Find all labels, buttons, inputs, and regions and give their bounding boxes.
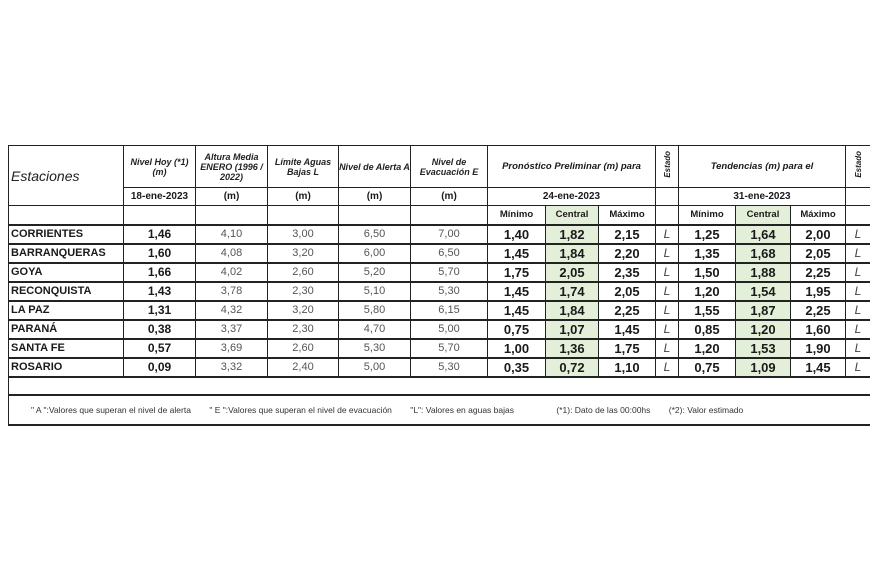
date-tendencias: 31-ene-2023 (679, 188, 846, 206)
limite-bajas: 3,20 (268, 244, 339, 263)
tendencia-maximo: 2,25 (791, 301, 846, 320)
tendencia-minimo: 1,55 (679, 301, 736, 320)
pronostico-central: 1,74 (546, 282, 599, 301)
empty-cell (846, 188, 870, 206)
subheader-p-minimo: Mínimo (488, 206, 546, 225)
subheader-p-central: Central (546, 206, 599, 225)
limite-bajas: 2,30 (268, 320, 339, 339)
header-tendencias: Tendencias (m) para el (679, 146, 846, 188)
tendencia-estado: L (846, 263, 870, 282)
note-dato-hora: (*1): Dato de las 00:00hs (556, 404, 651, 415)
note-aguas-bajas: "L": Valores en aguas bajas (410, 404, 514, 415)
pronostico-central: 1,84 (546, 301, 599, 320)
limite-bajas: 3,20 (268, 301, 339, 320)
pronostico-minimo: 1,00 (488, 339, 546, 358)
limite-bajas: 2,30 (268, 282, 339, 301)
tendencia-central: 1,09 (736, 358, 791, 377)
table-row (9, 358, 870, 377)
pronostico-estado: L (656, 225, 679, 244)
altura-media: 3,37 (196, 320, 268, 339)
station-name: CORRIENTES (9, 225, 124, 244)
tendencia-minimo: 1,35 (679, 244, 736, 263)
pronostico-minimo: 1,40 (488, 225, 546, 244)
subheader-t-central: Central (736, 206, 791, 225)
tendencia-minimo: 0,75 (679, 358, 736, 377)
altura-media: 4,32 (196, 301, 268, 320)
nivel-alerta: 5,10 (339, 282, 411, 301)
tendencia-central: 1,68 (736, 244, 791, 263)
nivel-hoy: 1,66 (124, 263, 196, 282)
pronostico-maximo: 1,45 (599, 320, 656, 339)
nivel-hoy: 1,46 (124, 225, 196, 244)
nivel-evacuacion: 5,00 (411, 320, 488, 339)
empty-cell (656, 188, 679, 206)
tendencia-maximo: 2,05 (791, 244, 846, 263)
unit-nivel-evacuacion: (m) (411, 188, 488, 206)
tendencia-maximo: 2,00 (791, 225, 846, 244)
limite-bajas: 2,60 (268, 339, 339, 358)
tendencia-estado: L (846, 244, 870, 263)
station-name: BARRANQUERAS (9, 244, 124, 263)
pronostico-maximo: 1,75 (599, 339, 656, 358)
pronostico-maximo: 1,10 (599, 358, 656, 377)
note-alerta: " A ":Valores que superan el nivel de alerta (31, 404, 191, 415)
pronostico-minimo: 1,45 (488, 282, 546, 301)
river-levels-table (8, 145, 870, 426)
pronostico-maximo: 2,20 (599, 244, 656, 263)
pronostico-maximo: 2,05 (599, 282, 656, 301)
note-valor-estimado: (*2): Valor estimado (668, 404, 744, 415)
station-name: SANTA FE (9, 339, 124, 358)
limite-bajas: 2,60 (268, 263, 339, 282)
nivel-alerta: 6,00 (339, 244, 411, 263)
tendencia-estado: L (846, 282, 870, 301)
river-levels-sheet (8, 145, 870, 426)
station-name: GOYA (9, 263, 124, 282)
tendencia-maximo: 1,95 (791, 282, 846, 301)
nivel-hoy: 0,09 (124, 358, 196, 377)
station-name: ROSARIO (9, 358, 124, 377)
header-nivel-evacuacion: Nivel de Evacuación E (411, 146, 488, 188)
subheader-p-maximo: Máximo (599, 206, 656, 225)
tendencia-estado: L (846, 320, 870, 339)
table-row (9, 263, 870, 282)
header-estado-tendencias: Estado (846, 146, 870, 188)
pronostico-estado: L (656, 263, 679, 282)
pronostico-minimo: 1,45 (488, 244, 546, 263)
empty-cell (9, 206, 124, 225)
unit-nivel-alerta: (m) (339, 188, 411, 206)
tendencia-maximo: 1,90 (791, 339, 846, 358)
nivel-alerta: 4,70 (339, 320, 411, 339)
pronostico-central: 2,05 (546, 263, 599, 282)
tendencia-central: 1,53 (736, 339, 791, 358)
nivel-alerta: 5,00 (339, 358, 411, 377)
station-name: PARANÁ (9, 320, 124, 339)
header-limite-bajas: Límite Aguas Bajas L (268, 146, 339, 188)
tendencia-maximo: 2,25 (791, 263, 846, 282)
pronostico-estado: L (656, 244, 679, 263)
empty-cell (339, 206, 411, 225)
legend (31, 405, 870, 415)
table-row (9, 282, 870, 301)
date-nivel-hoy: 18-ene-2023 (124, 188, 196, 206)
nivel-evacuacion: 5,30 (411, 282, 488, 301)
nivel-evacuacion: 5,30 (411, 358, 488, 377)
limite-bajas: 3,00 (268, 225, 339, 244)
altura-media: 4,10 (196, 225, 268, 244)
pronostico-maximo: 2,35 (599, 263, 656, 282)
tendencia-estado: L (846, 339, 870, 358)
pronostico-estado: L (656, 320, 679, 339)
nivel-evacuacion: 5,70 (411, 263, 488, 282)
header-nivel-alerta: Nivel de Alerta A (339, 146, 411, 188)
nivel-evacuacion: 6,50 (411, 244, 488, 263)
header-estado-pronostico: Estado (656, 146, 679, 188)
tendencia-minimo: 1,25 (679, 225, 736, 244)
nivel-hoy: 0,38 (124, 320, 196, 339)
pronostico-central: 1,07 (546, 320, 599, 339)
tendencia-central: 1,20 (736, 320, 791, 339)
pronostico-central: 1,36 (546, 339, 599, 358)
tendencia-central: 1,87 (736, 301, 791, 320)
nivel-evacuacion: 5,70 (411, 339, 488, 358)
empty-cell (268, 206, 339, 225)
tendencia-maximo: 1,45 (791, 358, 846, 377)
empty-cell (124, 206, 196, 225)
nivel-alerta: 5,20 (339, 263, 411, 282)
altura-media: 3,69 (196, 339, 268, 358)
nivel-hoy: 0,57 (124, 339, 196, 358)
tendencia-estado: L (846, 301, 870, 320)
pronostico-minimo: 1,45 (488, 301, 546, 320)
pronostico-central: 0,72 (546, 358, 599, 377)
header-pronostico: Pronóstico Preliminar (m) para (488, 146, 656, 188)
unit-altura-media: (m) (196, 188, 268, 206)
empty-cell (846, 206, 870, 225)
subheader-t-maximo: Máximo (791, 206, 846, 225)
tendencia-minimo: 1,50 (679, 263, 736, 282)
header-altura-media: Altura Media ENERO (1996 / 2022) (196, 146, 268, 188)
pronostico-estado: L (656, 301, 679, 320)
table-row (9, 301, 870, 320)
table-row (9, 339, 870, 358)
pronostico-maximo: 2,25 (599, 301, 656, 320)
nivel-alerta: 5,80 (339, 301, 411, 320)
altura-media: 3,32 (196, 358, 268, 377)
altura-media: 4,08 (196, 244, 268, 263)
tendencia-central: 1,54 (736, 282, 791, 301)
nivel-hoy: 1,60 (124, 244, 196, 263)
tendencia-central: 1,88 (736, 263, 791, 282)
tendencia-minimo: 1,20 (679, 339, 736, 358)
pronostico-estado: L (656, 282, 679, 301)
note-evacuacion: " E ":Valores que superan el nivel de evacuación (209, 404, 392, 415)
pronostico-estado: L (656, 358, 679, 377)
nivel-alerta: 6,50 (339, 225, 411, 244)
altura-media: 3,78 (196, 282, 268, 301)
header-estaciones: Estaciones (9, 146, 124, 206)
tendencia-minimo: 1,20 (679, 282, 736, 301)
pronostico-estado: L (656, 339, 679, 358)
unit-limite-bajas: (m) (268, 188, 339, 206)
limite-bajas: 2,40 (268, 358, 339, 377)
nivel-evacuacion: 7,00 (411, 225, 488, 244)
table-row (9, 225, 870, 244)
footer-notes (9, 395, 870, 425)
pronostico-maximo: 2,15 (599, 225, 656, 244)
nivel-hoy: 1,43 (124, 282, 196, 301)
nivel-evacuacion: 6,15 (411, 301, 488, 320)
nivel-alerta: 5,30 (339, 339, 411, 358)
table-row (9, 244, 870, 263)
header-nivel-hoy: Nivel Hoy (*1) (m) (124, 146, 196, 188)
pronostico-central: 1,82 (546, 225, 599, 244)
pronostico-central: 1,84 (546, 244, 599, 263)
spacer-row (9, 377, 870, 395)
subheader-t-minimo: Mínimo (679, 206, 736, 225)
nivel-hoy: 1,31 (124, 301, 196, 320)
empty-cell (656, 206, 679, 225)
date-pronostico: 24-ene-2023 (488, 188, 656, 206)
station-name: RECONQUISTA (9, 282, 124, 301)
station-name: LA PAZ (9, 301, 124, 320)
tendencia-estado: L (846, 225, 870, 244)
pronostico-minimo: 0,35 (488, 358, 546, 377)
pronostico-minimo: 1,75 (488, 263, 546, 282)
pronostico-minimo: 0,75 (488, 320, 546, 339)
empty-cell (411, 206, 488, 225)
table-row (9, 320, 870, 339)
tendencia-maximo: 1,60 (791, 320, 846, 339)
tendencia-estado: L (846, 358, 870, 377)
altura-media: 4,02 (196, 263, 268, 282)
empty-cell (196, 206, 268, 225)
tendencia-minimo: 0,85 (679, 320, 736, 339)
tendencia-central: 1,64 (736, 225, 791, 244)
